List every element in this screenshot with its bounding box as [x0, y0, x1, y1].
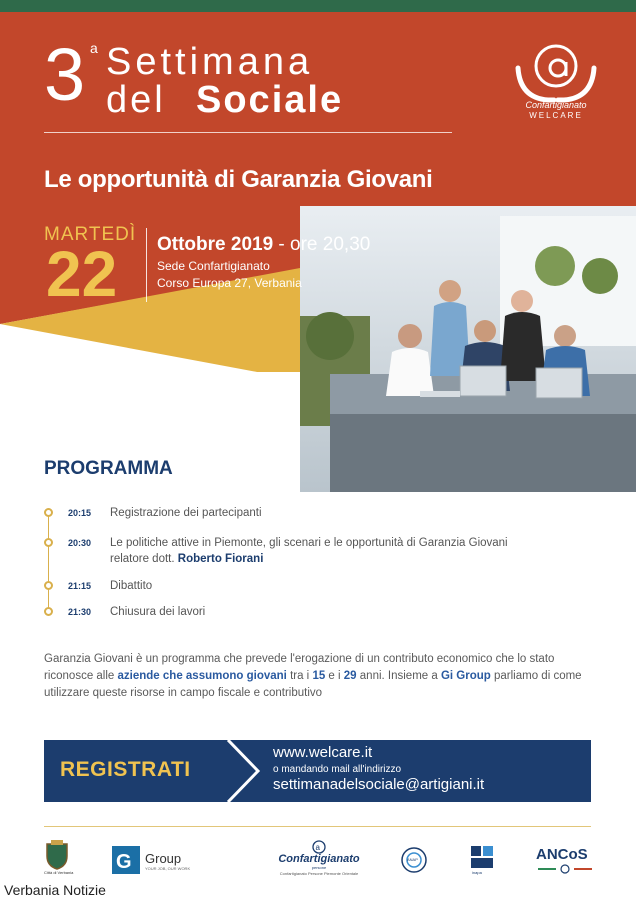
registration-note: o mandando mail all'indirizzo	[273, 764, 402, 775]
footer-divider	[44, 826, 591, 827]
program-time: 20:30	[68, 538, 92, 548]
program-speaker	[110, 551, 263, 567]
venue-address: Corso Europa 27, Verbania	[157, 276, 302, 290]
program-item-text: Registrazione dei partecipanti	[110, 507, 262, 519]
timeline-dot	[44, 581, 53, 590]
program-time: 21:15	[68, 581, 92, 591]
speaker-name: Roberto Fiorani	[177, 553, 264, 565]
city-crest-logo	[44, 840, 74, 876]
description-text: tra i	[286, 670, 313, 682]
anap-label: ANAP	[407, 857, 418, 862]
top-green-strip	[0, 0, 636, 12]
title-line2-regular: del	[106, 79, 166, 121]
edition-number: 3	[44, 33, 86, 116]
description-text: anni. Insieme a	[356, 670, 441, 682]
chevron-right-icon	[200, 740, 270, 802]
welcare-logo-sub: WELCARE	[529, 111, 583, 120]
confartigianato-persone-logo	[274, 840, 364, 880]
timeline-dot	[44, 538, 53, 547]
source-caption: Verbania Notizie	[4, 882, 106, 898]
description-paragraph	[44, 651, 604, 702]
event-time: - ore 20,30	[273, 234, 371, 255]
edition-suffix: a	[90, 40, 98, 56]
program-item-text: Le politiche attive in Piemonte, gli scenari e le opportunità di Garanzia Giovani	[110, 537, 508, 549]
crest-icon	[44, 840, 70, 870]
age-min: 15	[312, 670, 326, 682]
gigroup-logo	[112, 846, 191, 874]
confartigianato-tag: Confartigianato Persone Piemonte Orientale	[279, 871, 359, 876]
event-weekday: MARTEDÌ	[44, 224, 137, 245]
title-divider	[44, 132, 452, 133]
timeline-dot	[44, 508, 53, 517]
confartigianato-a-icon	[312, 840, 326, 854]
timeline-line	[48, 512, 49, 614]
svg-text:a: a	[315, 843, 320, 852]
gigroup-mark-icon	[112, 846, 140, 874]
partner-name: Gi Group	[440, 670, 491, 682]
confartigianato-name: Confartigianato	[278, 853, 360, 865]
date-divider	[146, 228, 147, 302]
event-month-year: Ottobre 2019	[157, 234, 274, 255]
description-text: parliamo di come utilizzare queste risorse in campo fiscale e contributivo	[44, 670, 582, 699]
description-text: e i	[325, 670, 344, 682]
program-time: 21:30	[68, 607, 92, 617]
program-heading: PROGRAMMA	[44, 458, 173, 479]
gigroup-tagline: YOUR JOB, OUR WORK	[145, 866, 191, 871]
ancos-name: ANCoS	[536, 846, 588, 863]
confartigianato-sub: persone	[311, 865, 327, 870]
inapa-mark-icon	[468, 844, 496, 870]
event-day-number: 22	[46, 238, 118, 310]
registration-email-link[interactable]: settimanadelsociale@artigiani.it	[273, 776, 485, 793]
title-line1: Settimana	[106, 41, 314, 83]
title-line2-bold: Sociale	[196, 79, 344, 121]
welcare-logo-brand: Confartigianato	[525, 100, 587, 110]
description-text: Garanzia Giovani è un programma che prevede l'erogazione di un contributo economico che lo stato riconosce alle	[44, 653, 555, 682]
program-item-text: Chiusura dei lavori	[110, 606, 206, 618]
timeline-dot	[44, 607, 53, 616]
program-item-text: Dibattito	[110, 580, 153, 592]
venue-name: Sede Confartigianato	[157, 259, 270, 273]
event-date-time	[157, 234, 370, 256]
description-highlight: aziende che assumono giovani	[117, 670, 287, 682]
ancos-logo	[536, 846, 594, 876]
speaker-prefix: relatore dott.	[110, 553, 175, 565]
gigroup-name: Group	[145, 851, 182, 866]
age-max: 29	[343, 670, 357, 682]
program-time: 20:15	[68, 508, 92, 518]
event-subtitle: Le opportunità di Garanzia Giovani	[44, 166, 433, 193]
registration-url-link[interactable]: www.welcare.it	[273, 744, 373, 761]
ancos-swoosh-icon	[536, 863, 594, 875]
register-label[interactable]: REGISTRATI	[60, 758, 191, 781]
svg-text:G: G	[116, 851, 132, 873]
inapa-label: inapa	[472, 870, 482, 875]
city-label: Città di Verbania	[44, 870, 74, 875]
anap-logo	[400, 846, 428, 874]
inapa-logo	[468, 844, 496, 876]
